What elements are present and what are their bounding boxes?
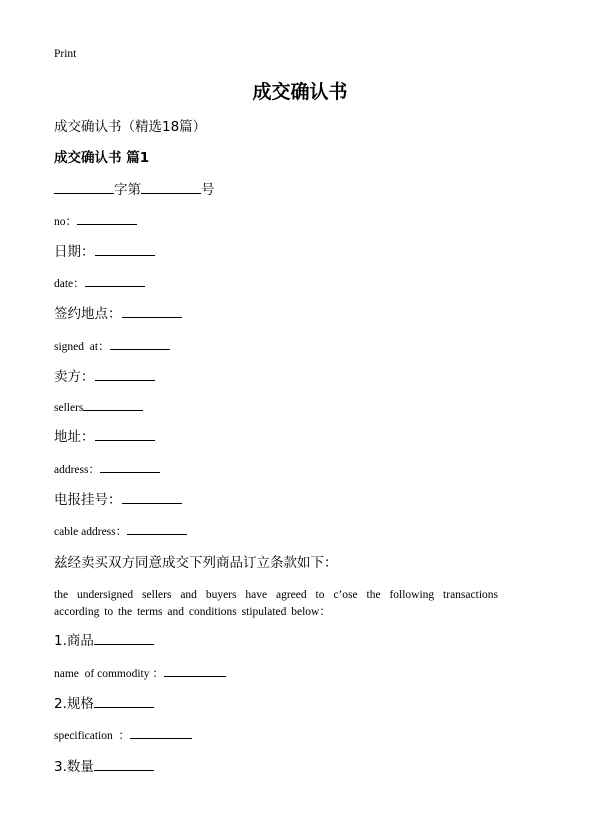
address-en-label: address：: [54, 464, 100, 476]
date-en-label: date：: [54, 278, 85, 290]
commodity-cn-field: [54, 635, 154, 649]
zi-label: 字第: [114, 182, 141, 198]
document-title: 成交确认书: [252, 81, 348, 103]
cable-en-field: [54, 527, 187, 539]
signed-cn-label: 签约地点：: [54, 306, 122, 322]
seller-en-label: sellers: [54, 402, 84, 414]
ref-number-blank[interactable]: [141, 192, 201, 194]
cable-en-blank[interactable]: [127, 533, 187, 535]
qty-cn-field: [54, 761, 154, 775]
spec-en-field: [54, 731, 192, 743]
spec-en-label: specification ：: [54, 730, 131, 742]
spec-cn-field: [54, 698, 154, 712]
commodity-cn-label: 1.商品: [54, 633, 94, 649]
no-blank[interactable]: [77, 223, 137, 225]
cable-cn-label: 电报挂号：: [54, 492, 122, 508]
ref-prefix-blank[interactable]: [54, 192, 114, 194]
signed-en-label: signed at：: [54, 341, 110, 353]
date-en-blank[interactable]: [85, 285, 145, 287]
agreement-cn: 兹经卖买双方同意成交下列商品订立条款如下：: [54, 555, 338, 571]
spec-en-blank[interactable]: [130, 737, 192, 739]
no-field: [54, 217, 137, 229]
spec-cn-label: 2.规格: [54, 696, 94, 712]
reference-line: [54, 184, 215, 198]
date-cn-field: [54, 246, 155, 260]
seller-en-field: [54, 403, 143, 415]
qty-cn-blank[interactable]: [94, 769, 154, 771]
seller-cn-field: [54, 371, 155, 385]
date-cn-blank[interactable]: [95, 254, 155, 256]
document-subtitle: 成交确认书（精选18篇）: [54, 119, 207, 135]
commodity-cn-blank[interactable]: [94, 643, 154, 645]
print-label[interactable]: Print: [54, 48, 77, 60]
no-label: no：: [54, 216, 77, 228]
address-en-blank[interactable]: [100, 471, 160, 473]
date-cn-label: 日期：: [54, 244, 95, 260]
seller-cn-label: 卖方：: [54, 369, 95, 385]
qty-cn-label: 3.数量: [54, 759, 94, 775]
signed-en-blank[interactable]: [110, 348, 170, 350]
commodity-en-blank[interactable]: [164, 675, 226, 677]
commodity-en-field: [54, 669, 226, 681]
seller-en-blank[interactable]: [83, 409, 143, 411]
section-heading: 成交确认书 篇1: [54, 150, 150, 166]
signed-en-field: [54, 342, 170, 354]
address-cn-blank[interactable]: [95, 439, 155, 441]
cable-cn-field: [54, 494, 182, 508]
address-en-field: [54, 465, 160, 477]
date-en-field: [54, 279, 145, 291]
signed-cn-blank[interactable]: [122, 316, 182, 318]
agreement-en: the undersigned sellers and buyers have agreed to c’ose the following transactions according to the terms and conditions stipulated below：: [54, 589, 498, 618]
hao-label: 号: [201, 182, 215, 198]
commodity-en-label: name of commodity ：: [54, 668, 164, 680]
address-cn-label: 地址：: [54, 429, 95, 445]
signed-cn-field: [54, 308, 182, 322]
address-cn-field: [54, 431, 155, 445]
cable-cn-blank[interactable]: [122, 502, 182, 504]
seller-cn-blank[interactable]: [95, 379, 155, 381]
cable-en-label: cable address：: [54, 526, 128, 538]
spec-cn-blank[interactable]: [94, 706, 154, 708]
